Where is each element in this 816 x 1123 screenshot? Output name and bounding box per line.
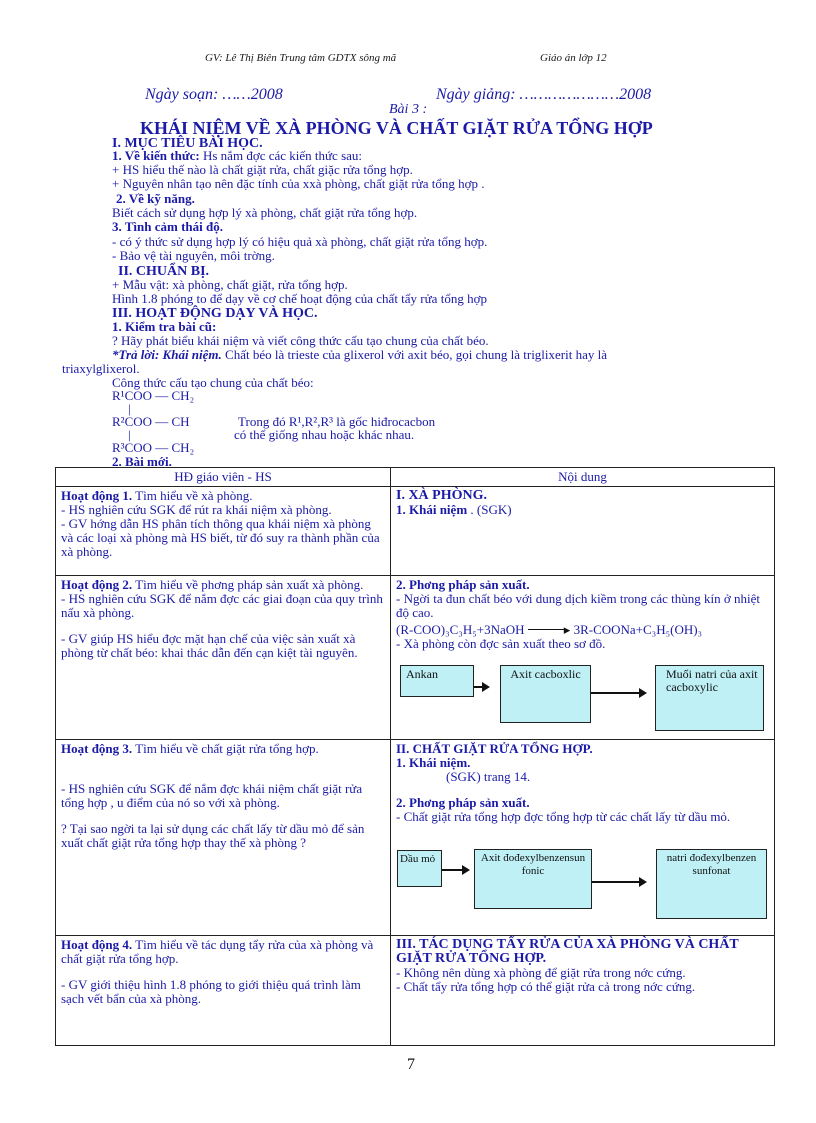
preparation-heading: II. CHUẨN BỊ. [118,264,210,279]
diagram1-arrow-1 [474,686,488,688]
header-author: GV: Lê Thị Biên Trung tâm GDTX sông mã [205,52,397,64]
row1-heading: I. XÀ PHÒNG. [396,488,487,503]
lesson-title: KHÁI NIỆM VỀ XÀ PHÒNG VÀ CHẤT GIẶT RỬA TỔNG HỢP [140,118,653,138]
review-question: ? Hãy phát biểu khái niệm và viết công thức cấu tạo chung của chất béo. [112,333,489,348]
table-row [56,487,775,576]
row2-heading: 2. Phơng pháp sản xuất. [396,577,530,592]
row2-line-1r: - Ngời ta đun chất béo với dung dịch kiềm trong các thùng kín ở nhiệt độ cao. [396,591,760,620]
row1-line-1: - HS nghiên cứu SGK để rút ra khái niệm xà phòng. [61,502,332,517]
reaction-equation: (R-COO)₃C₃H₅+3NaOH ▸ 3R-COONa+C₃H₅(OH)₃ [396,622,703,637]
table-row [56,936,775,1046]
row3-line-2: ? Tại sao ngời ta lại sử dụng các chất lấy từ dầu mỏ để sản xuất chất giặt rửa tổng hợp thay thế xà phòng ? [61,821,365,850]
row4-heading: III. TÁC DỤNG TẨY RỬA CỦA XÀ PHÒNG VÀ CHẤT GIẶT RỬA TỔNG HỢP. [396,937,739,966]
objectives-heading: I. MỤC TIÊU BÀI HỌC. [112,136,263,151]
header-subject: Giáo án lớp 12 [540,52,607,64]
attitude-item-1: - có ý thức sử dụng hợp lý có hiệu quả xà phòng, chất giặt rửa tổng hợp. [112,234,488,249]
date-prepared: Ngày soạn: ……2008 [145,86,283,103]
formula-intro: Công thức cấu tạo chung của chất béo: [112,375,314,390]
row4-title: Hoạt động 4. [61,937,133,952]
formula-bond-1: | [128,401,131,416]
date-taught: Ngày giảng: …………………2008 [436,86,652,103]
reaction-left: (R-COO)₃C₃H₅+3NaOH [396,622,525,637]
formula-note-1: Trong đó R¹,R²,R³ là gốc hiđrocacbon [238,414,436,429]
row3-left [56,740,391,936]
answer-text-2: triaxylglixerol. [62,361,140,376]
formula-note-2: có thể giống nhau hoặc khác nhau. [234,427,415,442]
lesson-number: Bài 3 : [389,102,428,117]
diagram2-box-salt: natri đođexylbenzen sunfonat [656,849,767,919]
row1-right [391,487,775,576]
answer-text-1: Chất béo là trieste của glixerol với axit béo, gọi chung là triglixerit hay là [225,347,608,362]
row3-heading: II. CHẤT GIẶT RỬA TỔNG HỢP. [396,741,593,756]
row2-title: Hoạt động 2. [61,577,133,592]
attitude-item-2: - Bảo vệ tài nguyên, môi trờng. [112,248,275,263]
row2-line-2: - GV giúp HS hiểu đợc mặt hạn chế của việc sản xuất xà phòng từ chất béo: khai thác dẫn đến cạn kiệt tài nguyên. [61,631,358,660]
row2-line-3r: - Xà phòng còn đợc sản xuất theo sơ đồ. [396,636,606,651]
row4-line-2r: - Chất tẩy rửa tổng hợp có thể giặt rửa cả trong nớc cứng. [396,979,696,994]
row1-sub-rest: . (SGK) [470,502,512,517]
row4-right [391,936,775,1046]
skills-label: 2. Về kỹ năng. [116,191,195,206]
diagram1-box-alkane: Ankan [400,665,474,697]
row4-line-1r: - Không nên dùng xà phòng để giặt rửa trong nớc cứng. [396,965,686,980]
row1-line-2: - GV hớng dẫn HS phân tích thông qua khái niệm xà phòng và các loại xà phòng mà HS biết, từ đó suy ra thành phần của xà phòng. [61,516,380,559]
row1-title-rest: Tìm hiểu về xà phòng. [135,488,253,503]
diagram2-arrow-2 [592,881,645,883]
row3-sub-rest: (SGK) trang 14. [446,769,531,784]
row1-title: Hoạt động 1. [61,488,133,503]
diagram2-arrow-1 [442,869,468,871]
new-lesson-label: 2. Bài mới. [112,454,172,469]
knowledge-intro: Hs nắm đợc các kiến thức sau: [202,148,363,163]
formula-line-3: R³COO — CH₂ [112,440,195,455]
col-teacher-header: HĐ giáo viên - HS [56,468,391,487]
col-content-header: Nội dung [391,468,775,487]
diagram2-box-acid: Axit đođexylbenzensun fonic [474,849,592,909]
row3-heading-2: 2. Phơng pháp sản xuất. [396,795,530,810]
knowledge-line [112,149,362,163]
preparation-item-2: Hình 1.8 phóng to để dạy về cơ chế hoạt động của chất tẩy rửa tổng hợp [112,291,487,306]
formula-line-2: R²COO — CH [112,414,190,429]
activities-heading: III. HOẠT ĐỘNG DẠY VÀ HỌC. [112,306,318,321]
knowledge-item-1: + HS hiểu thế nào là chất giặt rửa, chất giặc rửa tổng hợp. [112,162,413,177]
reaction-arrow-icon [528,629,564,630]
knowledge-label: 1. Về kiến thức: [112,148,200,163]
formula-bond-2: | [128,427,131,442]
row3-sub: 1. Khái niệm. [396,755,471,770]
check-label: 1. Kiểm tra bài cũ: [112,319,217,334]
row1-sub: 1. Khái niệm [396,502,468,517]
row2-title-rest: Tìm hiểu về phơng pháp sản xuất xà phòng. [135,577,364,592]
page-number: 7 [407,1056,415,1073]
formula-line-1: R¹COO — CH₂ [112,388,195,403]
activities-table [55,467,775,1046]
table-header-row [56,468,775,487]
answer-line [112,348,607,362]
diagram1-arrow-2 [591,692,645,694]
diagram1-box-acid: Axit cacboxlic [500,665,591,723]
answer-label: *Trả lời: Khái niệm. [112,347,222,362]
diagram2-box-petroleum: Dầu mỏ [397,850,442,887]
row4-line-1: - GV giới thiệu hình 1.8 phóng to giới thiệu quá trình làm sạch vết bẩn của xà phòng. [61,977,361,1006]
reaction-right: 3R-COONa+C₃H₅(OH)₃ [573,622,703,637]
row2-line-1: - HS nghiên cứu SGK để nắm đợc các giai đoạn của quy trình nấu xà phòng. [61,591,383,620]
attitude-label: 3. Tình cảm thái độ. [112,219,224,234]
preparation-item-1: + Mẫu vật: xà phòng, chất giặt, rửa tổng hợp. [112,277,348,292]
row4-left [56,936,391,1046]
diagram1-box-salt: Muối natri của axit cacboxylic [655,665,764,731]
row1-left [56,487,391,576]
row3-title: Hoạt động 3. [61,741,133,756]
knowledge-item-2: + Nguyên nhân tạo nên đặc tính của xxà phòng, chất giặt rửa tổng hợp . [112,176,485,191]
row3-line-1: - HS nghiên cứu SGK để nắm đợc khái niệm chất giặt rửa tổng hợp , u điểm của nó so với xà phòng. [61,781,363,810]
row4-title-rest: Tìm hiểu về tác dụng tẩy rửa của xà phòng và chất giặt rửa tổng hợp. [61,937,374,966]
row3-line-1r: - Chất giặt rửa tổng hợp đợc tổng hợp từ các chất lấy từ dầu mỏ. [396,809,731,824]
skills-text: Biết cách sử dụng hợp lý xà phòng, chất giặt rửa tổng hợp. [112,205,418,220]
row3-title-rest: Tìm hiểu về chất giặt rửa tổng hợp. [135,741,319,756]
row2-left [56,576,391,740]
